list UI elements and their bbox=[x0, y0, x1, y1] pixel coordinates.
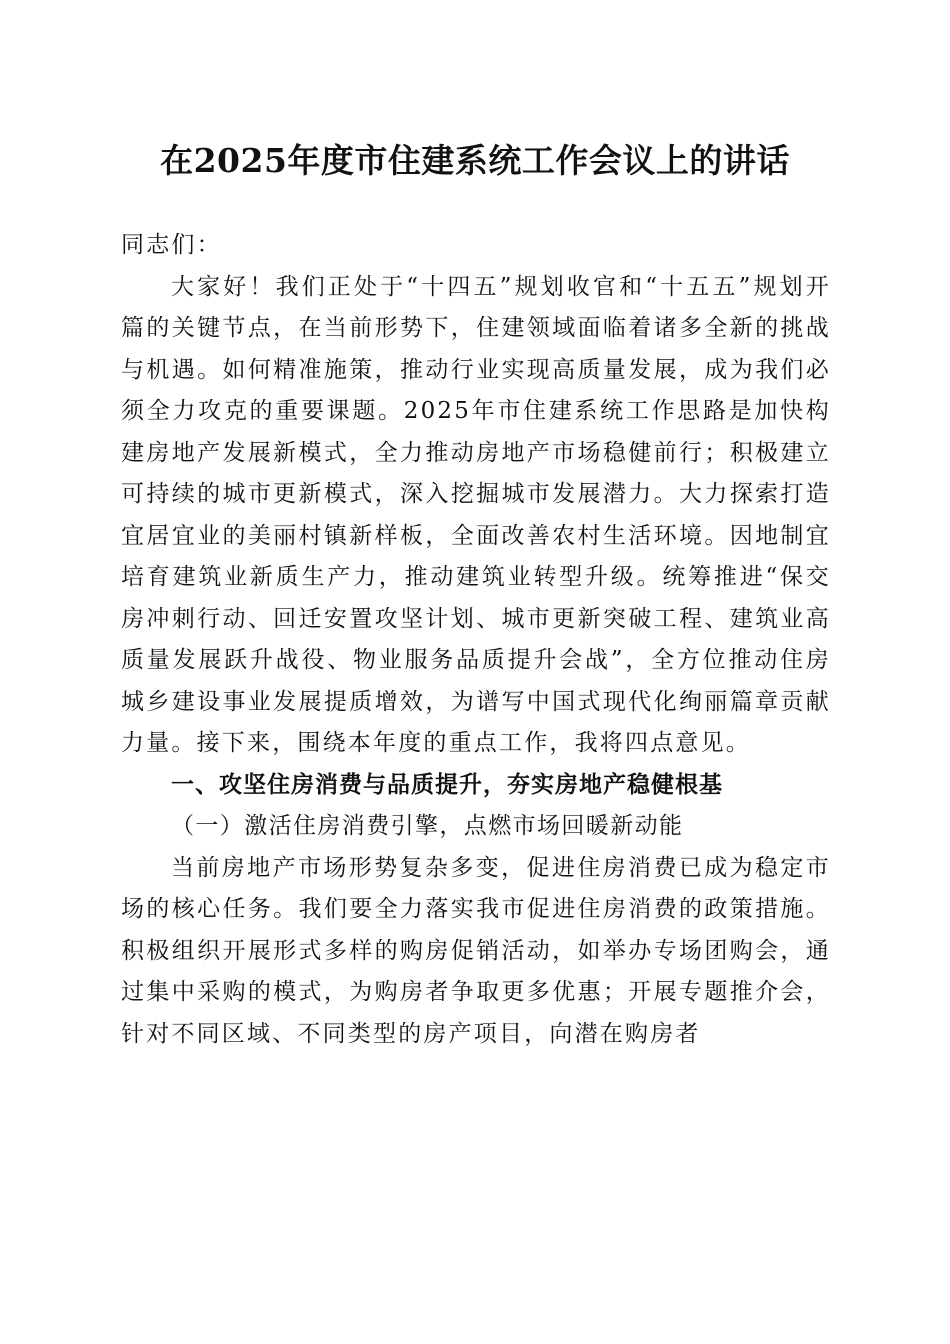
salutation: 同志们： bbox=[121, 232, 222, 258]
subsection-heading-1-1: （一）激活住房消费引擎，点燃市场回暖新动能 bbox=[171, 813, 684, 839]
section-heading-1: 一、攻坚住房消费与品质提升，夯实房地产稳健根基 bbox=[171, 771, 723, 798]
paragraph-intro: 大家好！我们正处于“十四五”规划收官和“十五五”规划开篇的关键节点，在当前形势下，住建领域面临着诸多全新的挑战与机遇。如何精准施策，推动行业实现高质量发展，成为我们必须全力攻克的重要课题。2025年市住建系统工作思路是加快构建房地产发展新模式，全力推动房地产市场稳健前行；积极建立可持续的城市更新模式，深入挖掘城市发展潜力。大力探索打造宜居宜业的美丽村镇新样板，全面改善农村生活环境。因地制宜培育建筑业新质生产力，推动建筑业转型升级。统筹推进“保交房冲刺行动、回迁安置攻坚计划、城市更新突破工程、建筑业高质量发展跃升战役、物业服务品质提升会战”，全方位推动住房城乡建设事业发展提质增效，为谱写中国式现代化绚丽篇章贡献力量。接下来，围绕本年度的重点工作，我将四点意见。 bbox=[121, 273, 831, 756]
document-title: 在2025年度市住建系统工作会议上的讲话 bbox=[160, 141, 790, 180]
paragraph-housing-consumption: 当前房地产市场形势复杂多变，促进住房消费已成为稳定市场的核心任务。我们要全力落实我市促进住房消费的政策措施。积极组织开展形式多样的购房促销活动，如举办专场团购会，通过集中采购的模式，为购房者争取更多优惠；开展专题推介会，针对不同区域、不同类型的房产项目，向潜在购房者 bbox=[121, 854, 831, 1047]
document-body bbox=[121, 225, 831, 1055]
